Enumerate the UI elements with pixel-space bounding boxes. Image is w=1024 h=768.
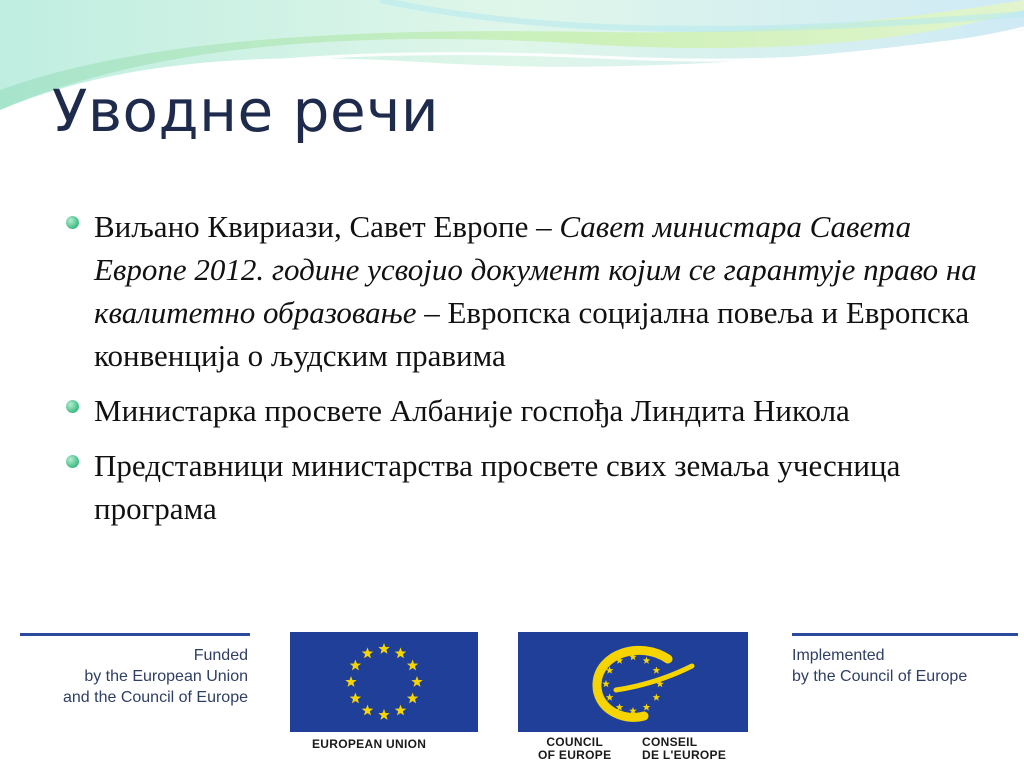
slide-title: Уводне речи	[52, 77, 440, 145]
eu-flag-logo	[290, 632, 478, 732]
bullet-text-plain: Виљано Квириази, Савет Европе –	[94, 209, 560, 244]
bullet-text-italic: Савет министара Савета Европе 2012. године усвојио документ којим се гарантује право на квалитетно образовање	[94, 209, 977, 330]
bullet-list	[66, 205, 996, 542]
coe-caption-en	[538, 736, 611, 762]
implemented-line: Implemented	[792, 647, 885, 664]
coe-caption-line: COUNCIL	[546, 735, 604, 749]
funded-line: Funded	[193, 647, 248, 664]
bullet-item	[66, 205, 996, 377]
eu-caption: EUROPEAN UNION	[312, 737, 427, 751]
footer-logos	[0, 630, 1024, 768]
implemented-by-text	[792, 645, 1024, 687]
bullet-text: Министарка просвете Албаније госпођа Линдита Никола	[94, 393, 850, 428]
council-of-europe-logo	[518, 632, 748, 732]
bullet-item	[66, 389, 996, 432]
bullet-dot-icon	[66, 455, 79, 468]
divider-right	[792, 633, 1018, 636]
funded-line: by the European Union	[84, 668, 248, 685]
funded-line: and the Council of Europe	[62, 689, 248, 706]
bullet-text: Представници министарства просвете свих земаља учесница програма	[94, 448, 901, 526]
bullet-dot-icon	[66, 216, 79, 229]
funded-by-text	[0, 645, 248, 708]
coe-caption-line: DE L'EUROPE	[642, 748, 727, 762]
bullet-dot-icon	[66, 400, 79, 413]
coe-caption-line: OF EUROPE	[538, 748, 612, 762]
bullet-text-plain-suffix: – Европска социјална повеља и Европска конвенција о људским правима	[94, 295, 970, 373]
bullet-text	[94, 205, 996, 377]
coe-caption-fr	[642, 736, 726, 762]
divider-left	[20, 633, 250, 636]
bullet-item	[66, 444, 996, 530]
coe-caption-line: CONSEIL	[642, 735, 698, 749]
implemented-line: by the Council of Europe	[792, 668, 968, 685]
